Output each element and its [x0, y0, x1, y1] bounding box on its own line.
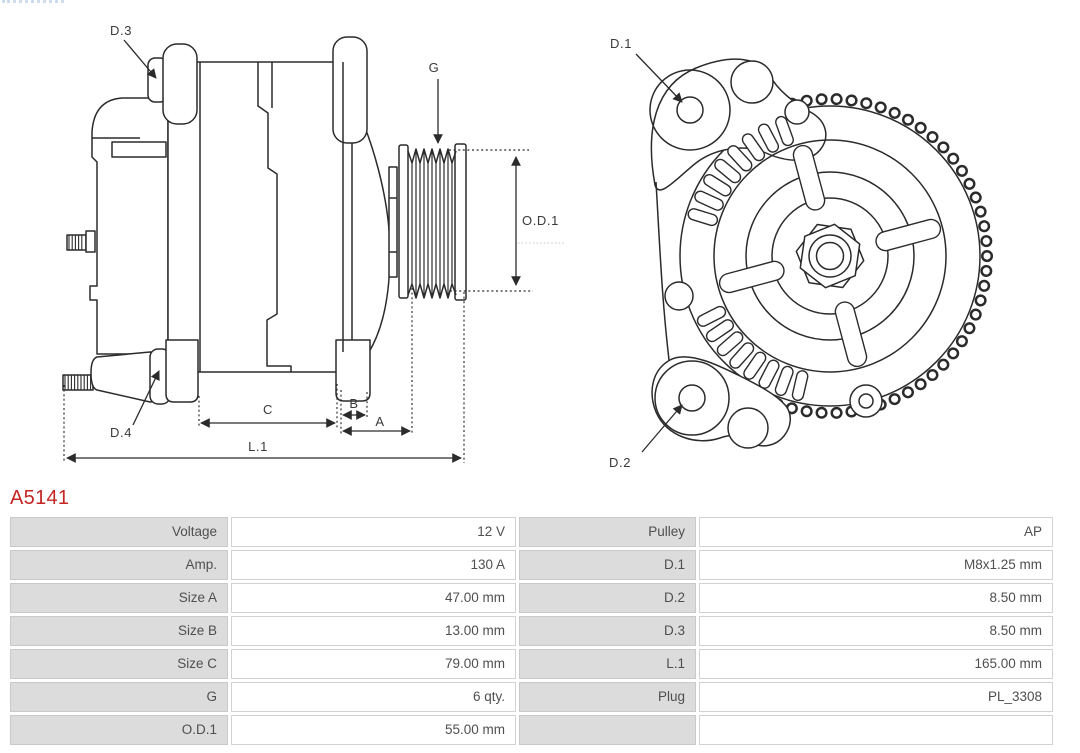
dim-label-d4: D.4: [110, 425, 133, 440]
dim-label-d2: D.2: [609, 455, 632, 470]
spec-label: D.3: [519, 616, 696, 646]
spec-label: G: [10, 682, 228, 712]
spec-label: D.1: [519, 550, 696, 580]
spec-table: [10, 517, 1053, 745]
spec-label: O.D.1: [10, 715, 228, 745]
dim-label-d1: D.1: [610, 36, 633, 51]
dim-label-l1: L.1: [248, 439, 268, 454]
dim-label-g: G: [428, 60, 440, 75]
spec-label: Size B: [10, 616, 228, 646]
spec-value: AP: [699, 517, 1053, 547]
spec-label: L.1: [519, 649, 696, 679]
spec-label: Size A: [10, 583, 228, 613]
dim-label-a: A: [375, 414, 385, 429]
spec-value: 6 qty.: [231, 682, 516, 712]
spec-value: [699, 715, 1053, 745]
spec-label: Plug: [519, 682, 696, 712]
spec-label: Size C: [10, 649, 228, 679]
spec-label: D.2: [519, 583, 696, 613]
dim-label-d3: D.3: [110, 23, 133, 38]
spec-label: [519, 715, 696, 745]
spec-value: 130 A: [231, 550, 516, 580]
spec-value: 8.50 mm: [699, 616, 1053, 646]
front-view-drawing: [650, 59, 987, 448]
spec-label: Voltage: [10, 517, 228, 547]
side-view-drawing: [63, 37, 466, 404]
spec-value: 13.00 mm: [231, 616, 516, 646]
dim-label-c: C: [263, 402, 273, 417]
part-number-title: A5141: [10, 487, 70, 509]
spec-value: 55.00 mm: [231, 715, 516, 745]
dim-label-b: B: [349, 396, 359, 411]
spec-value: PL_3308: [699, 682, 1053, 712]
spec-label: Amp.: [10, 550, 228, 580]
spec-value: 12 V: [231, 517, 516, 547]
spec-value: 47.00 mm: [231, 583, 516, 613]
spec-value: M8x1.25 mm: [699, 550, 1053, 580]
spec-label: Pulley: [519, 517, 696, 547]
spec-value: 79.00 mm: [231, 649, 516, 679]
spec-value: 165.00 mm: [699, 649, 1053, 679]
dim-label-od1: O.D.1: [522, 213, 559, 228]
spec-value: 8.50 mm: [699, 583, 1053, 613]
